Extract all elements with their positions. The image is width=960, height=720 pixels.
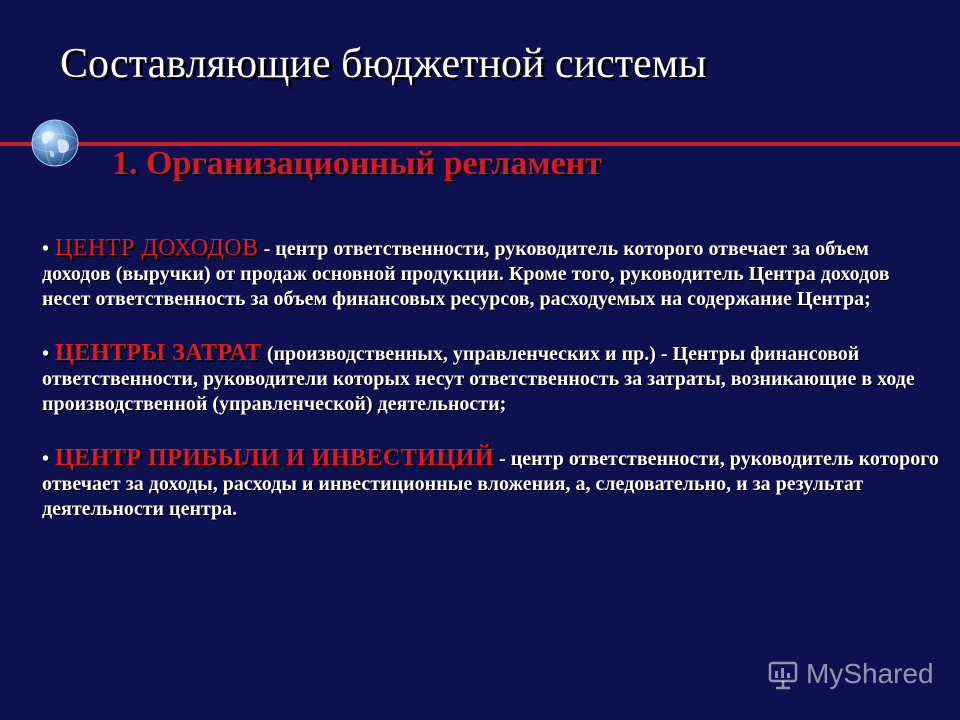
bullet-keyword: ЦЕНТР ПРИБЫЛИ И ИНВЕСТИЦИЙ xyxy=(55,445,495,471)
bullet-item xyxy=(42,341,942,417)
section-subtitle: 1. Организационный регламент xyxy=(112,145,602,182)
watermark-text: MyShared xyxy=(806,658,934,689)
bullet-marker: • xyxy=(42,238,50,260)
bullet-marker: • xyxy=(42,343,50,365)
bullet-keyword: ЦЕНТР ДОХОДОВ xyxy=(55,235,259,261)
bullet-marker: • xyxy=(42,448,50,470)
bullet-text: (производственных, управленческих и пр.) - Центры финансовой ответственности, руководители которых несут ответственность за затраты, возникающие в ходе производственной (управленческой) деятельности; xyxy=(42,343,915,415)
bullet-item xyxy=(42,446,942,522)
slide-title: Составляющие бюджетной системы xyxy=(60,41,707,87)
presentation-board-icon xyxy=(766,657,800,691)
globe-icon xyxy=(30,118,80,168)
bullet-text: - центр ответственности, руководитель которого отвечает за доходы, расходы и инвестиционные вложения, а, следовательно, и за результат деятельности центра. xyxy=(42,448,939,520)
watermark xyxy=(766,652,934,696)
bullet-keyword: ЦЕНТРЫ ЗАТРАТ xyxy=(55,340,262,366)
bullet-list xyxy=(42,236,942,522)
bullet-item xyxy=(42,236,942,312)
bullet-text: - центр ответственности, руководитель которого отвечает за объем доходов (выручки) от продаж основной продукции. Кроме того, руководитель Центра доходов несет ответственность за объем финансовых ресурсов, расходуемых на содержание Центра; xyxy=(42,238,890,310)
